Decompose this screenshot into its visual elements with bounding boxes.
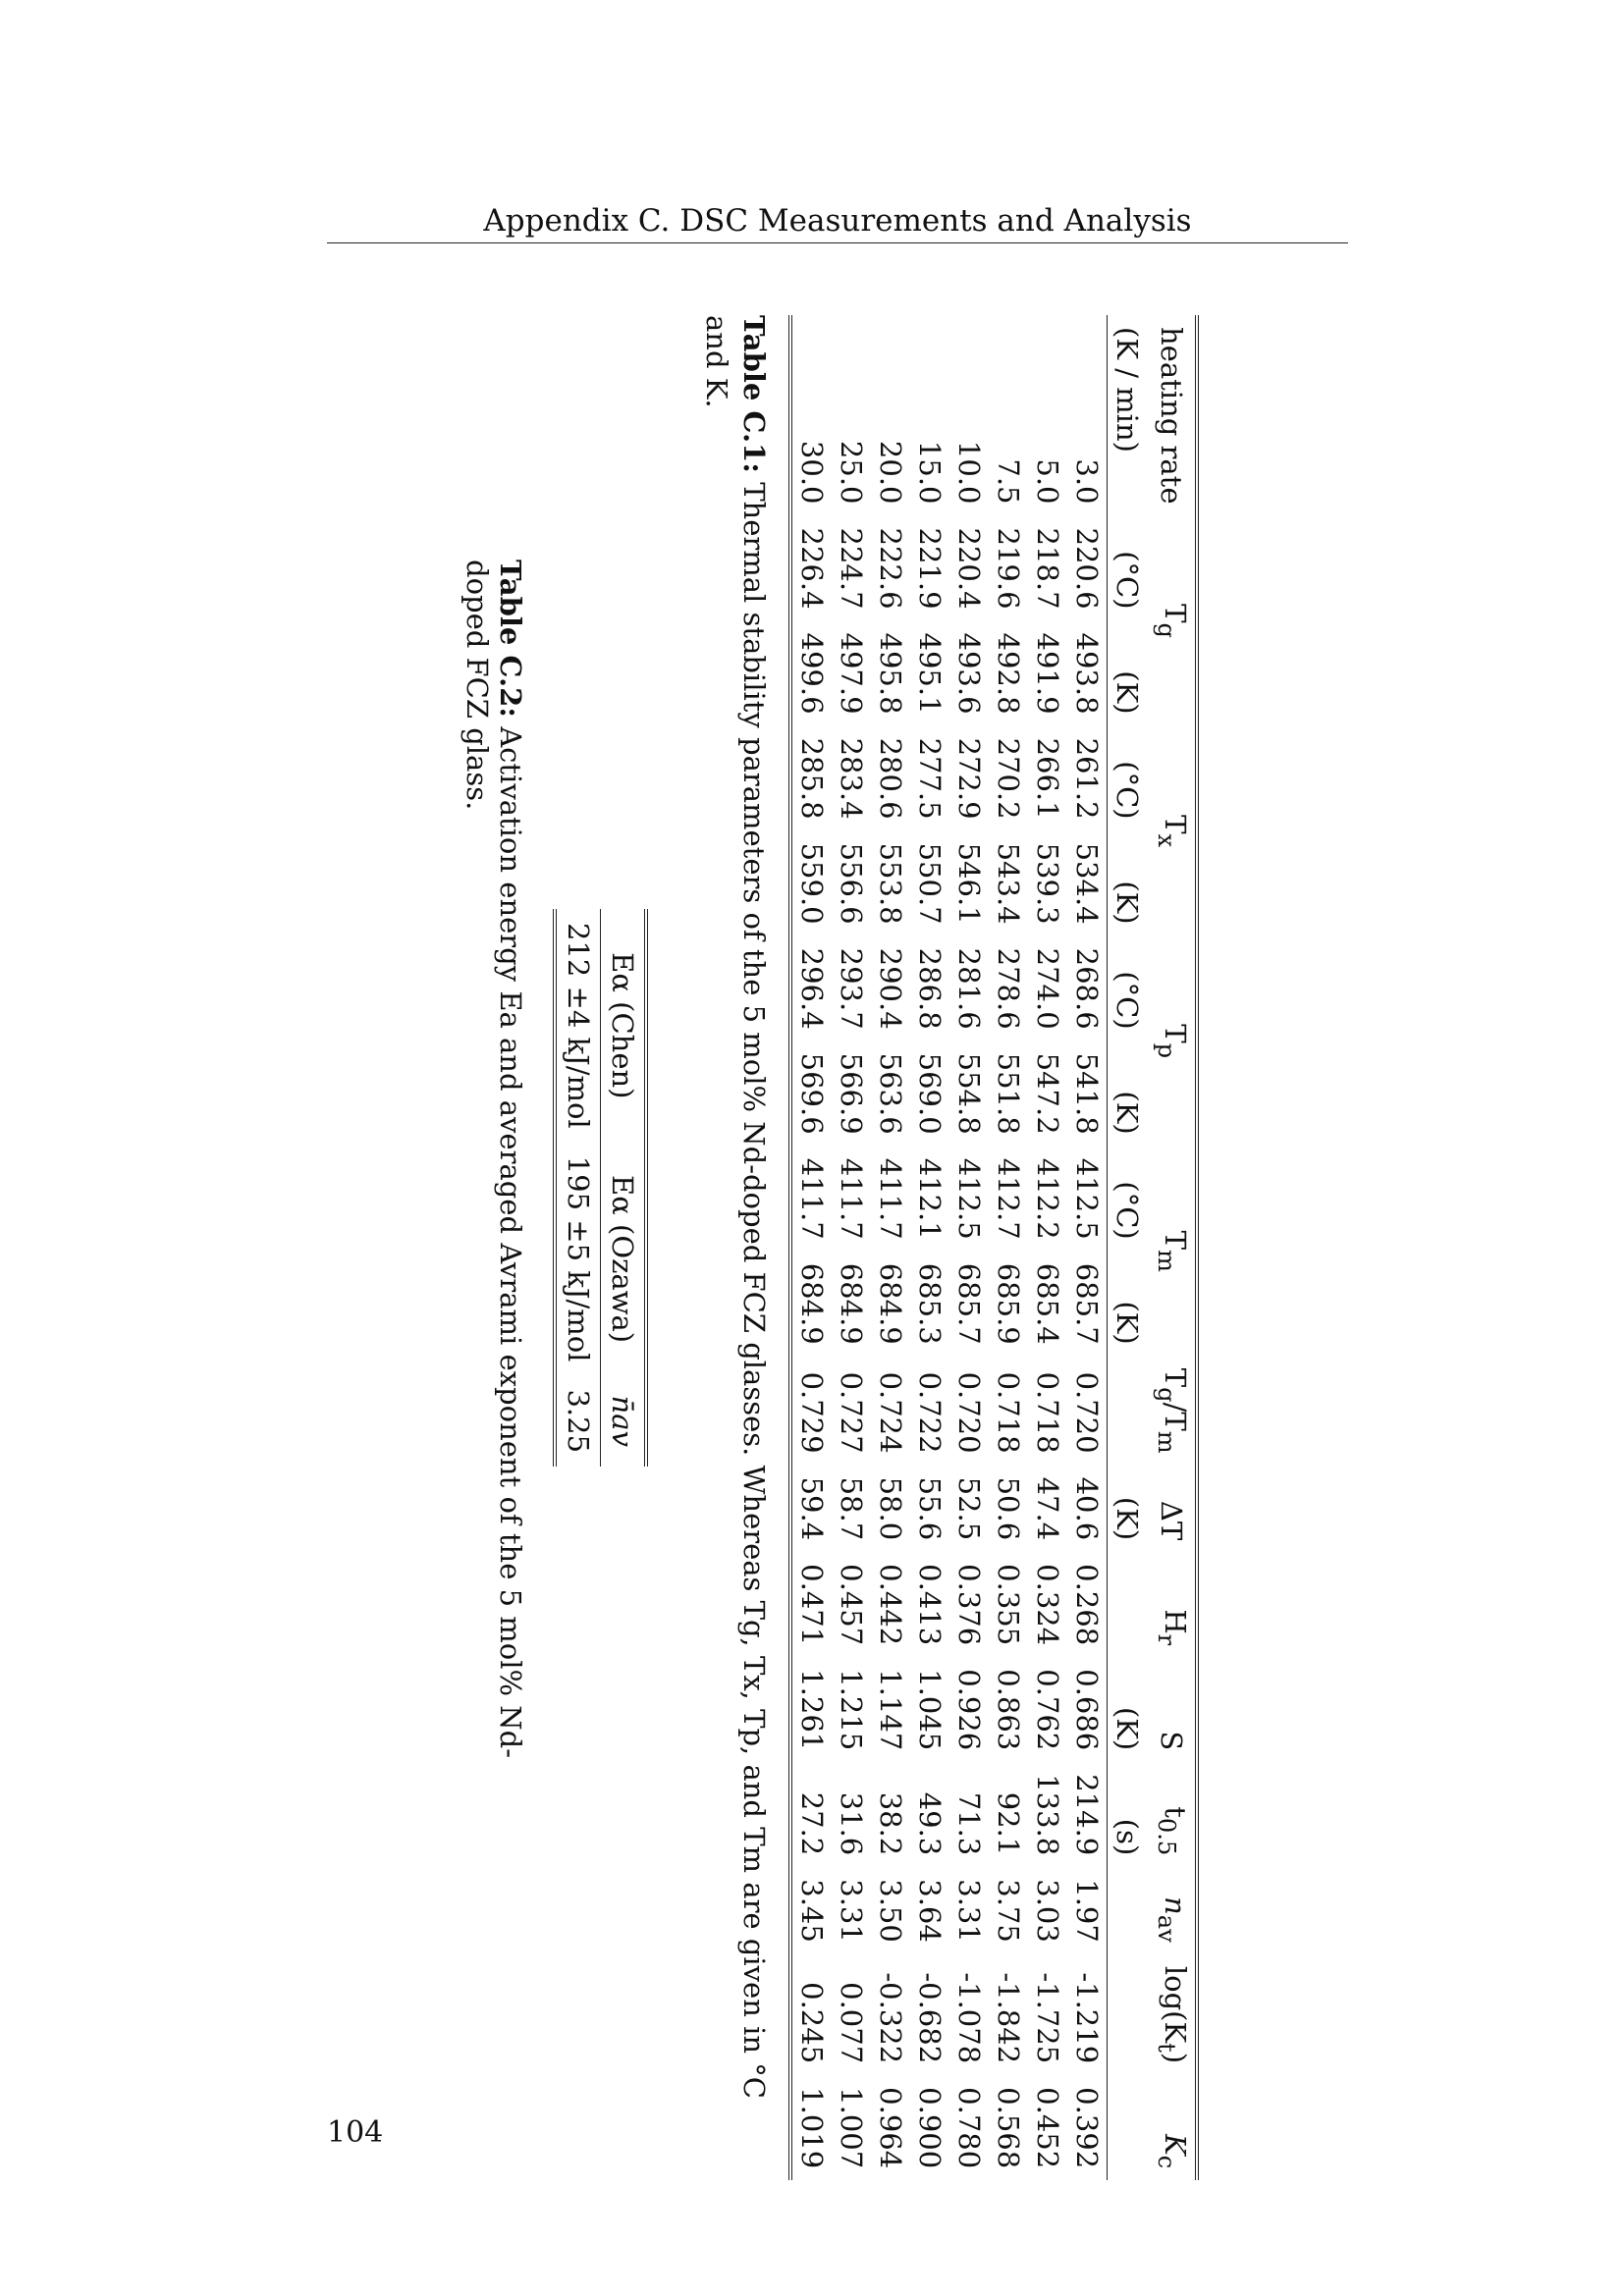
table-cell: 0.762 [1031,1669,1065,1751]
table-cell: 55.6 [913,1476,947,1541]
col-heating-rate: heating rate [1154,327,1188,505]
table-cell: 0.686 [1070,1669,1105,1751]
table-cell: 1.019 [795,2087,830,2169]
table-cell: 0.964 [874,2087,908,2169]
table-cell: 0.724 [874,1371,908,1454]
table-cell: 685.4 [1031,1262,1065,1345]
col-s: S [1154,1731,1188,1751]
table-header-row [1147,315,1197,2180]
table-cell: 221.9 [913,527,947,610]
col-tx: $T_x$ [1153,815,1192,848]
table-cell: 534.4 [1070,842,1105,925]
table-cell: 411.7 [874,1157,908,1240]
table-cell: 0.720 [1070,1371,1105,1454]
running-head: Appendix C. DSC Measurements and Analysis [483,203,1192,239]
table-cell: 133.8 [1031,1774,1065,1856]
table-cell: 20.0 [874,440,908,505]
table-cell: 495.8 [874,632,908,715]
table-cell: 222.6 [874,527,908,610]
table-cell: 226.4 [795,527,830,610]
table-cell: 559.0 [795,842,830,925]
table-row [989,315,1028,2180]
table-row [871,315,910,2180]
col-ea-ozawa: Eα (Ozawa) [601,1143,647,1376]
page-number: 104 [327,2115,384,2150]
table-cell: 684.9 [835,1262,869,1345]
table-cell: 286.8 [913,947,947,1030]
table-cell: 553.8 [874,842,908,925]
table-c1-rotated-block [682,315,1199,2169]
table-cell: 92.1 [992,1791,1026,1856]
table-row [949,315,989,2180]
table-cell: 547.2 [1031,1052,1065,1135]
unit-cell [1108,1954,1148,2075]
col-tg: $T_g$ [1153,604,1192,638]
table-cell: 569.6 [795,1052,830,1135]
table-cell: 543.4 [992,842,1026,925]
table-cell: 3.75 [992,1879,1026,1943]
table-cell: 495.1 [913,632,947,715]
table-cell: 58.0 [874,1476,908,1541]
table-cell: 566.9 [835,1052,869,1135]
table-cell: 280.6 [874,737,908,820]
table-cell: 3.45 [795,1879,830,1943]
table-cell: 278.6 [992,947,1026,1030]
table-cell: 219.6 [992,527,1026,610]
table-cell: 0.324 [1031,1564,1065,1646]
table-cell: 411.7 [795,1157,830,1240]
unit-cell [1108,1552,1148,1657]
table-cell: 220.6 [1070,527,1105,610]
table-cell: 0.718 [1031,1371,1065,1454]
table-cell: 0.452 [1031,2087,1065,2169]
table-cell: 569.0 [913,1052,947,1135]
table-cell: 684.9 [795,1262,830,1345]
table-cell: 15.0 [913,440,947,505]
table-cell: 412.5 [1070,1157,1105,1240]
table-cell: 1.261 [795,1669,830,1751]
table-row [832,315,871,2180]
table-cell: 47.4 [1031,1476,1065,1541]
table-cell: 563.6 [874,1052,908,1135]
table-cell: 283.4 [835,737,869,820]
table-c2-rotated-block [460,560,648,1816]
table-cell: 3.0 [1070,458,1105,505]
unit-cell: (K) [1108,1466,1148,1553]
table-cell: 58.7 [835,1476,869,1541]
table-cell: 1.97 [1070,1879,1105,1943]
table-cell: 493.8 [1070,632,1105,715]
table-cell: 1.147 [874,1669,908,1751]
unit-cell: (°C) [1108,516,1148,621]
table-cell: 1.215 [835,1669,869,1751]
table-cell: 412.7 [992,1157,1026,1240]
table-cell: 0.926 [952,1669,987,1751]
caption-label: Table C.2: [494,560,527,718]
col-kc: $K_c$ [1153,2134,1192,2169]
table-cell: 50.6 [992,1476,1026,1541]
table-cell: 0.442 [874,1564,908,1646]
table-c1-caption [698,315,773,2121]
table-cell: 492.8 [992,632,1026,715]
table-cell: 0.355 [992,1564,1026,1646]
col-tm: $T_m$ [1153,1230,1192,1272]
table-cell: 296.4 [795,947,830,1030]
table-cell: 25.0 [835,440,869,505]
table-cell: 412.5 [952,1157,987,1240]
unit-cell: (K) [1108,1657,1148,1762]
table-cell: -1.078 [952,1972,987,2064]
table-cell: 0.900 [913,2087,947,2169]
table-cell: 499.6 [795,632,830,715]
table-row [1028,315,1067,2180]
unit-cell: (K) [1108,831,1148,936]
col-logk: $\log(K_t)$ [1153,1965,1192,2064]
table-cell: 0.722 [913,1371,947,1454]
table-cell: 0.392 [1070,2087,1105,2169]
table-cell: 0.729 [795,1371,830,1454]
col-nav: n̄av [601,1375,647,1467]
table-row [1067,315,1108,2180]
table-cell: 3.31 [952,1879,987,1943]
table-body [790,315,1108,2180]
caption-text: Thermal stability parameters of the 5 mol% Nd-doped FCZ glasses. Whereas Tg, Tx, Tp, and Tm are given in °C and K. [700,315,772,2099]
table-cell: 412.2 [1031,1157,1065,1240]
col-tp: $T_p$ [1153,1024,1192,1059]
table-cell: 684.9 [874,1262,908,1345]
table-cell: 685.9 [992,1262,1026,1345]
table-cell: 31.6 [835,1791,869,1856]
table-cell: 270.2 [992,737,1026,820]
table-cell: 411.7 [835,1157,869,1240]
table-cell: 49.3 [913,1791,947,1856]
unit-cell [1108,1357,1148,1466]
table-cell: -1.725 [1031,1972,1065,2064]
table-cell: 274.0 [1031,947,1065,1030]
table-cell: 218.7 [1031,527,1065,610]
table-cell: 0.268 [1070,1564,1105,1646]
table-cell: 497.9 [835,632,869,715]
unit-cell: (°C) [1108,726,1148,831]
col-hr: $H_r$ [1153,1609,1192,1646]
col-nav: $n_{av}$ [1153,1896,1192,1943]
table-cell: 539.3 [1031,842,1065,925]
col-t05: $t_{0.5}$ [1153,1806,1192,1856]
table-cell: 281.6 [952,947,987,1030]
table-cell: 0.780 [952,2087,987,2169]
table-cell: 38.2 [874,1791,908,1856]
table-cell: 550.7 [913,842,947,925]
table-row [555,909,601,1467]
col-ea-chen: Eα (Chen) [601,909,647,1143]
table-cell: 290.4 [874,947,908,1030]
table-cell: 3.50 [874,1879,908,1943]
table-cell: 224.7 [835,527,869,610]
table-cell: 412.1 [913,1157,947,1240]
table-cell: 3.03 [1031,1879,1065,1943]
unit-cell: (s) [1108,1762,1148,1867]
table-cell: -0.682 [913,1972,947,2064]
thermal-stability-table [788,315,1199,2180]
table-cell: 30.0 [795,440,830,505]
table-cell: 71.3 [952,1791,987,1856]
table-cell: 293.7 [835,947,869,1030]
table-cell: 3.31 [835,1879,869,1943]
table-cell: -1.219 [1070,1972,1105,2064]
table-cell: 0.245 [795,1982,830,2064]
table-cell: 0.718 [992,1371,1026,1454]
table-cell: 5.0 [1031,458,1065,505]
unit-cell: (K) [1108,1041,1148,1147]
table-cell: 195 ±5 kJ/mol [562,1155,595,1362]
table-cell: -0.322 [874,1972,908,2064]
table-cell: 685.7 [952,1262,987,1345]
table-cell: 0.568 [992,2087,1026,2169]
table-cell: 556.6 [835,842,869,925]
table-cell: 27.2 [795,1791,830,1856]
table-cell: 277.5 [913,737,947,820]
table-cell: 214.9 [1070,1774,1105,1856]
unit-cell: (K / min) [1108,315,1148,516]
caption-label: Table C.1: [737,315,772,473]
table-cell: 1.045 [913,1669,947,1751]
unit-cell: (K) [1108,1252,1148,1357]
table-cell: 491.9 [1031,632,1065,715]
table-cell: 0.376 [952,1564,987,1646]
table-cell: 0.863 [992,1669,1026,1751]
table-cell: 220.4 [952,527,987,610]
col-tg-over-tm: $T_g/T_m$ [1153,1367,1192,1454]
table-cell: 1.007 [835,2087,869,2169]
table-header-row [601,909,647,1467]
unit-cell: (K) [1108,621,1148,726]
table-cell: 272.9 [952,737,987,820]
table-cell: 59.4 [795,1476,830,1541]
table-cell: -1.842 [992,1972,1026,2064]
table-cell: 261.2 [1070,737,1105,820]
table-cell: 0.413 [913,1564,947,1646]
table-cell: 3.64 [913,1879,947,1943]
table-cell: 0.077 [835,1982,869,2064]
table-cell: 685.7 [1070,1262,1105,1345]
table-cell: 285.8 [795,737,830,820]
table-cell: 546.1 [952,842,987,925]
table-cell: 0.457 [835,1564,869,1646]
table-row [790,315,832,2180]
unit-cell [1108,1867,1148,1954]
unit-cell [1108,2075,1148,2180]
activation-energy-table [553,909,648,1467]
table-cell: 0.471 [795,1564,830,1646]
table-cell: 0.727 [835,1371,869,1454]
table-cell: 52.5 [952,1476,987,1541]
table-cell: 3.25 [562,1389,595,1454]
table-cell: 10.0 [952,440,987,505]
table-cell: 40.6 [1070,1476,1105,1541]
table-cell: 7.5 [992,458,1026,505]
caption-text: Activation energy Ea and averaged Avrami exponent of the 5 mol% Nd-doped FCZ glass. [460,560,527,1759]
table-row [910,315,949,2180]
header-rule [327,242,1348,243]
table-cell: 551.8 [992,1052,1026,1135]
col-delta-t: ΔT [1154,1500,1188,1541]
table-cell: 0.720 [952,1371,987,1454]
table-cell: 685.3 [913,1262,947,1345]
table-cell: 266.1 [1031,737,1065,820]
table-cell: 212 ±4 kJ/mol [562,922,595,1129]
unit-cell: (°C) [1108,1147,1148,1252]
table-c2-caption [460,560,527,1816]
table-cell: 268.6 [1070,947,1105,1030]
unit-cell: (°C) [1108,936,1148,1041]
table-cell: 541.8 [1070,1052,1105,1135]
table-cell: 554.8 [952,1052,987,1135]
table-unit-row [1108,315,1148,2180]
table-cell: 493.6 [952,632,987,715]
